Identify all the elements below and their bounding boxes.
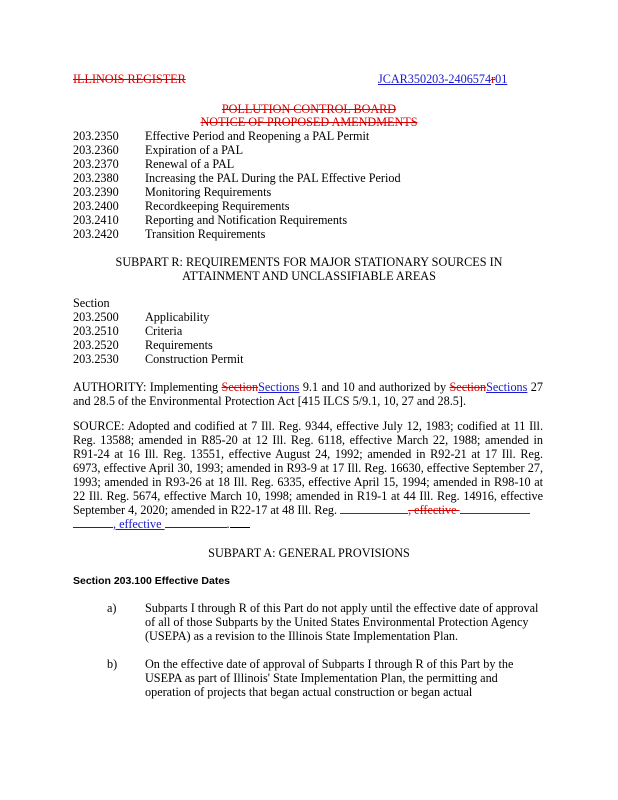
toc-title: Requirements bbox=[145, 338, 213, 352]
item-text: Subparts I through R of this Part do not apply until the effective date of approval of all of those Subparts by the United States Environmental Protection Agency (USEPA) as a revision to the Illinois State Implementation Plan. bbox=[145, 601, 539, 643]
toc-title: Expiration of a PAL bbox=[145, 143, 244, 157]
authority-insert-2: Sections bbox=[486, 380, 528, 394]
toc-row bbox=[0, 338, 618, 352]
toc-number: 203.2400 bbox=[73, 199, 119, 213]
toc-number: 203.2500 bbox=[73, 310, 119, 324]
toc-title: Transition Requirements bbox=[145, 227, 266, 241]
toc-number: 203.2420 bbox=[73, 227, 119, 241]
source-blank-4 bbox=[165, 527, 227, 528]
toc-row bbox=[0, 185, 618, 199]
toc-number: 203.2380 bbox=[73, 171, 119, 185]
register-name: ILLINOIS REGISTER bbox=[73, 72, 186, 86]
source-blank-3 bbox=[73, 527, 113, 528]
source-text: SOURCE: Adopted and codified at 7 Ill. Reg. 9344, effective July 12, 1983; codified at 11 Ill. Reg. 13588; amended in R85-20 at 12 Ill. Reg. 6118, effective March 22, 1988; amended in R91-24 at 16 Ill. Reg. 13551, effective August 24, 1992; amended in R92-21 at 17 Ill. Reg. 6973, effective April 30, 1993; amended in R93-9 at 17 Ill. Reg. 16630, effective September 27, 1993; amended in R93-26 at 18 Ill. Reg. 6335, effective April 15, 1994; amended in R98-10 at 22 Ill. Reg. 5674, effective March 10, 1998; amended in R19-1 at 44 Ill. Reg. 14916, effective September 4, 2020; amended in R22-17 at 48 Ill. Reg. bbox=[73, 419, 543, 517]
toc-row bbox=[0, 199, 618, 213]
board-title: POLLUTION CONTROL BOARD bbox=[221, 102, 397, 116]
toc-title: Construction Permit bbox=[145, 352, 244, 366]
source-end: . bbox=[226, 517, 230, 531]
toc-row bbox=[0, 227, 618, 241]
source-insert-effective: , effective bbox=[113, 517, 165, 531]
toc-number: 203.2410 bbox=[73, 213, 119, 227]
register-header bbox=[73, 72, 186, 86]
toc-number: 203.2350 bbox=[73, 129, 119, 143]
subpart-a-heading: SUBPART A: GENERAL PROVISIONS bbox=[208, 546, 410, 560]
toc-number: 203.2510 bbox=[73, 324, 119, 338]
item-label: b) bbox=[107, 657, 118, 671]
item-text: On the effective date of approval of Subparts I through R of this Part by the USEPA as part of Illinois' State Implementation Plan, the permitting and operation of projects that began actual construction or began actual bbox=[145, 657, 514, 699]
subpart-r-heading-line1: SUBPART R: REQUIREMENTS FOR MAJOR STATIONARY SOURCES IN bbox=[115, 255, 503, 269]
toc-number: 203.2520 bbox=[73, 338, 119, 352]
toc-row bbox=[0, 157, 618, 171]
jcar-suffix: 01 bbox=[495, 72, 508, 86]
authority-insert-1: Sections bbox=[258, 380, 300, 394]
toc-row bbox=[0, 324, 618, 338]
toc-row bbox=[0, 171, 618, 185]
toc-number: 203.2530 bbox=[73, 352, 119, 366]
toc-row bbox=[0, 310, 618, 324]
source-paragraph bbox=[73, 419, 543, 531]
toc-row bbox=[0, 352, 618, 366]
toc-number: 203.2390 bbox=[73, 185, 119, 199]
jcar-code-text: JCAR350203-2406574 bbox=[378, 72, 492, 86]
toc-title: Increasing the PAL During the PAL Effective Period bbox=[145, 171, 401, 185]
authority-mid: 9.1 and 10 and authorized by bbox=[299, 380, 450, 394]
toc-row bbox=[0, 213, 618, 227]
section-label: Section bbox=[73, 296, 110, 310]
notice-title: NOTICE OF PROPOSED AMENDMENTS bbox=[200, 115, 418, 129]
authority-tail: 27 and 28.5 of the Environmental Protection Act [415 ILCS 5/9.1, 10, 27 and 28.5]. bbox=[73, 380, 543, 408]
jcar-strike-suffix: r bbox=[491, 72, 496, 86]
authority-lead: AUTHORITY: Implementing bbox=[73, 380, 222, 394]
toc-number: 203.2360 bbox=[73, 143, 119, 157]
jcar-code bbox=[378, 72, 507, 86]
toc-row bbox=[0, 143, 618, 157]
toc-row bbox=[0, 129, 618, 143]
toc-number: 203.2370 bbox=[73, 157, 119, 171]
toc-title: Monitoring Requirements bbox=[145, 185, 272, 199]
source-blank-1 bbox=[340, 513, 408, 514]
source-strike-effective: , effective bbox=[408, 503, 460, 517]
toc-title: Criteria bbox=[145, 324, 183, 338]
toc-title: Reporting and Notification Requirements bbox=[145, 213, 348, 227]
toc-title: Applicability bbox=[145, 310, 210, 324]
authority-strike-1: Section bbox=[221, 380, 259, 394]
toc-title: Renewal of a PAL bbox=[145, 157, 235, 171]
authority-paragraph bbox=[73, 380, 543, 408]
source-blank-2 bbox=[460, 513, 530, 514]
source-blank-5 bbox=[230, 527, 250, 528]
item-label: a) bbox=[107, 601, 117, 615]
toc-title: Recordkeeping Requirements bbox=[145, 199, 290, 213]
subpart-r-heading-line2: ATTAINMENT AND UNCLASSIFIABLE AREAS bbox=[182, 269, 436, 283]
section-heading: Section 203.100 Effective Dates bbox=[73, 575, 230, 587]
authority-strike-2: Section bbox=[449, 380, 487, 394]
toc-title: Effective Period and Reopening a PAL Permit bbox=[145, 129, 370, 143]
